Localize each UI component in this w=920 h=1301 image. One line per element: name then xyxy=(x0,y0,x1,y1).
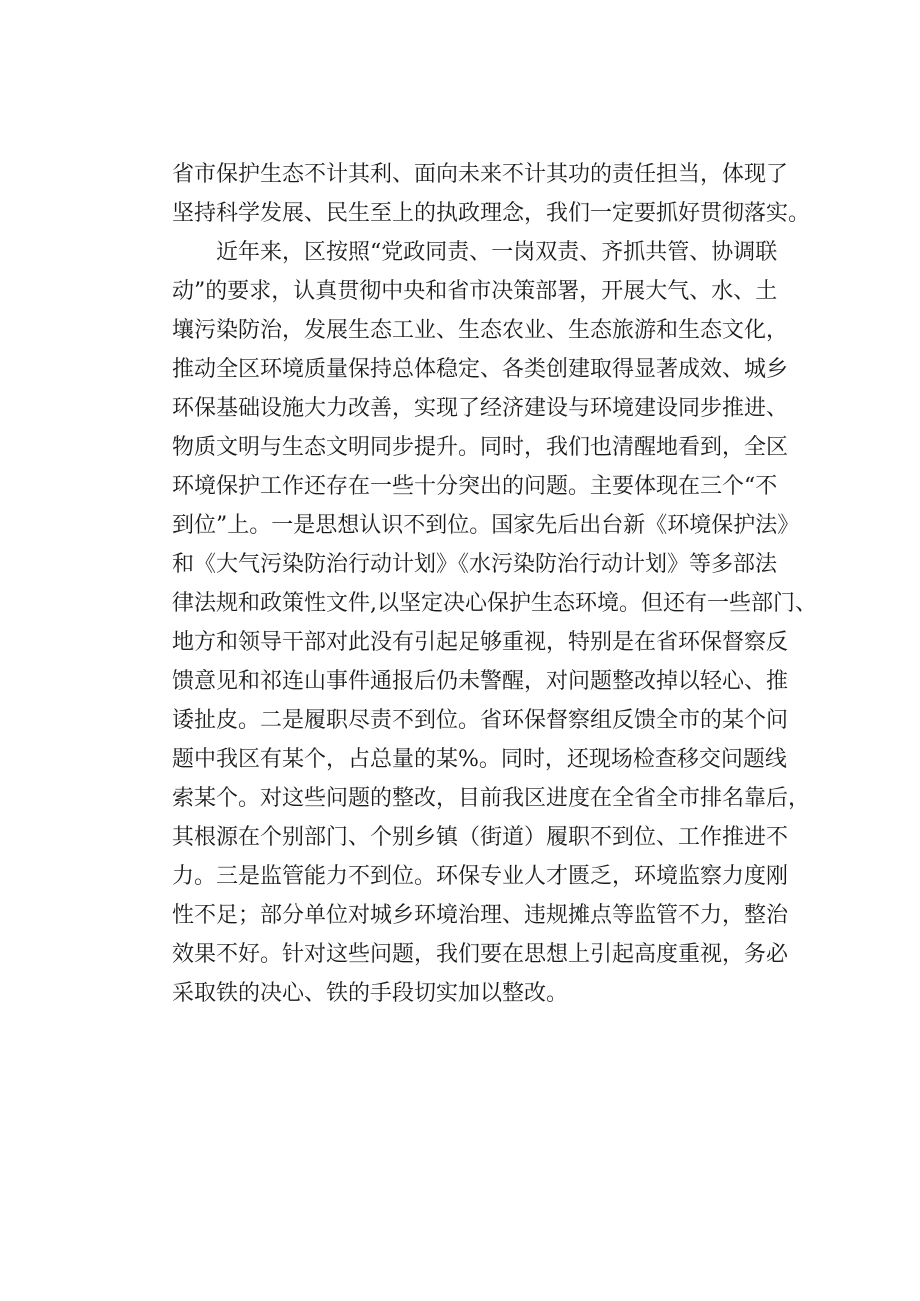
paragraph-line: 省市保护生态不计其利、面向未来不计其功的责任担当，体现了 xyxy=(172,162,789,187)
paragraph-line: 律法规和政策性文件,以坚定决心保护生态环境。但还有一些部门、 xyxy=(172,591,817,616)
paragraph-line: 索某个。对这些问题的整改，目前我区进度在全省全市排名靠后， xyxy=(172,786,811,811)
paragraph-line: 采取铁的决心、铁的手段切实加以整改。 xyxy=(172,981,569,1006)
paragraph-line: 其根源在个别部门、个别乡镇（街道）履职不到位、工作推进不 xyxy=(172,825,789,850)
paragraph-line: 题中我区有某个，占总量的某%。同时，还现场检查移交问题线 xyxy=(172,747,787,772)
paragraph-line: 和《大气污染防治行动计划》《水污染防治行动计划》等多部法 xyxy=(172,552,778,577)
paragraph-line: 动”的要求，认真贯彻中央和省市决策部署，开展大气、水、土 xyxy=(172,279,778,304)
paragraph-line: 近年来，区按照“党政同责、一岗双责、齐抓共管、协调联 xyxy=(216,240,778,265)
paragraph-line: 地方和领导干部对此没有引起足够重视，特别是在省环保督察反 xyxy=(172,630,789,655)
paragraph-line: 推动全区环境质量保持总体稳定、各类创建取得显著成效、城乡 xyxy=(172,357,789,382)
paragraph-line: 诿扯皮。二是履职尽责不到位。省环保督察组反馈全市的某个问 xyxy=(172,708,789,733)
document-body xyxy=(172,155,817,1013)
paragraph-line: 效果不好。针对这些问题，我们要在思想上引起高度重视，务必 xyxy=(172,942,789,967)
paragraph-line: 坚持科学发展、民生至上的执政理念，我们一定要抓好贯彻落实。 xyxy=(172,201,811,226)
paragraph-line: 物质文明与生态文明同步提升。同时，我们也清醒地看到，全区 xyxy=(172,435,789,460)
paragraph-line: 到位”上。一是思想认识不到位。国家先后出台新《环境保护法》 xyxy=(172,513,800,538)
paragraph-line: 力。三是监管能力不到位。环保专业人才匮乏，环境监察力度刚 xyxy=(172,864,789,889)
paragraph-line: 性不足；部分单位对城乡环境治理、违规摊点等监管不力，整治 xyxy=(172,903,789,928)
paragraph-line: 环保基础设施大力改善，实现了经济建设与环境建设同步推进、 xyxy=(172,396,789,421)
paragraph-line: 环境保护工作还存在一些十分突出的问题。主要体现在三个“不 xyxy=(172,474,778,499)
paragraph-line: 馈意见和祁连山事件通报后仍未警醒，对问题整改掉以轻心、推 xyxy=(172,669,789,694)
paragraph-line: 壤污染防治，发展生态工业、生态农业、生态旅游和生态文化， xyxy=(172,318,789,343)
